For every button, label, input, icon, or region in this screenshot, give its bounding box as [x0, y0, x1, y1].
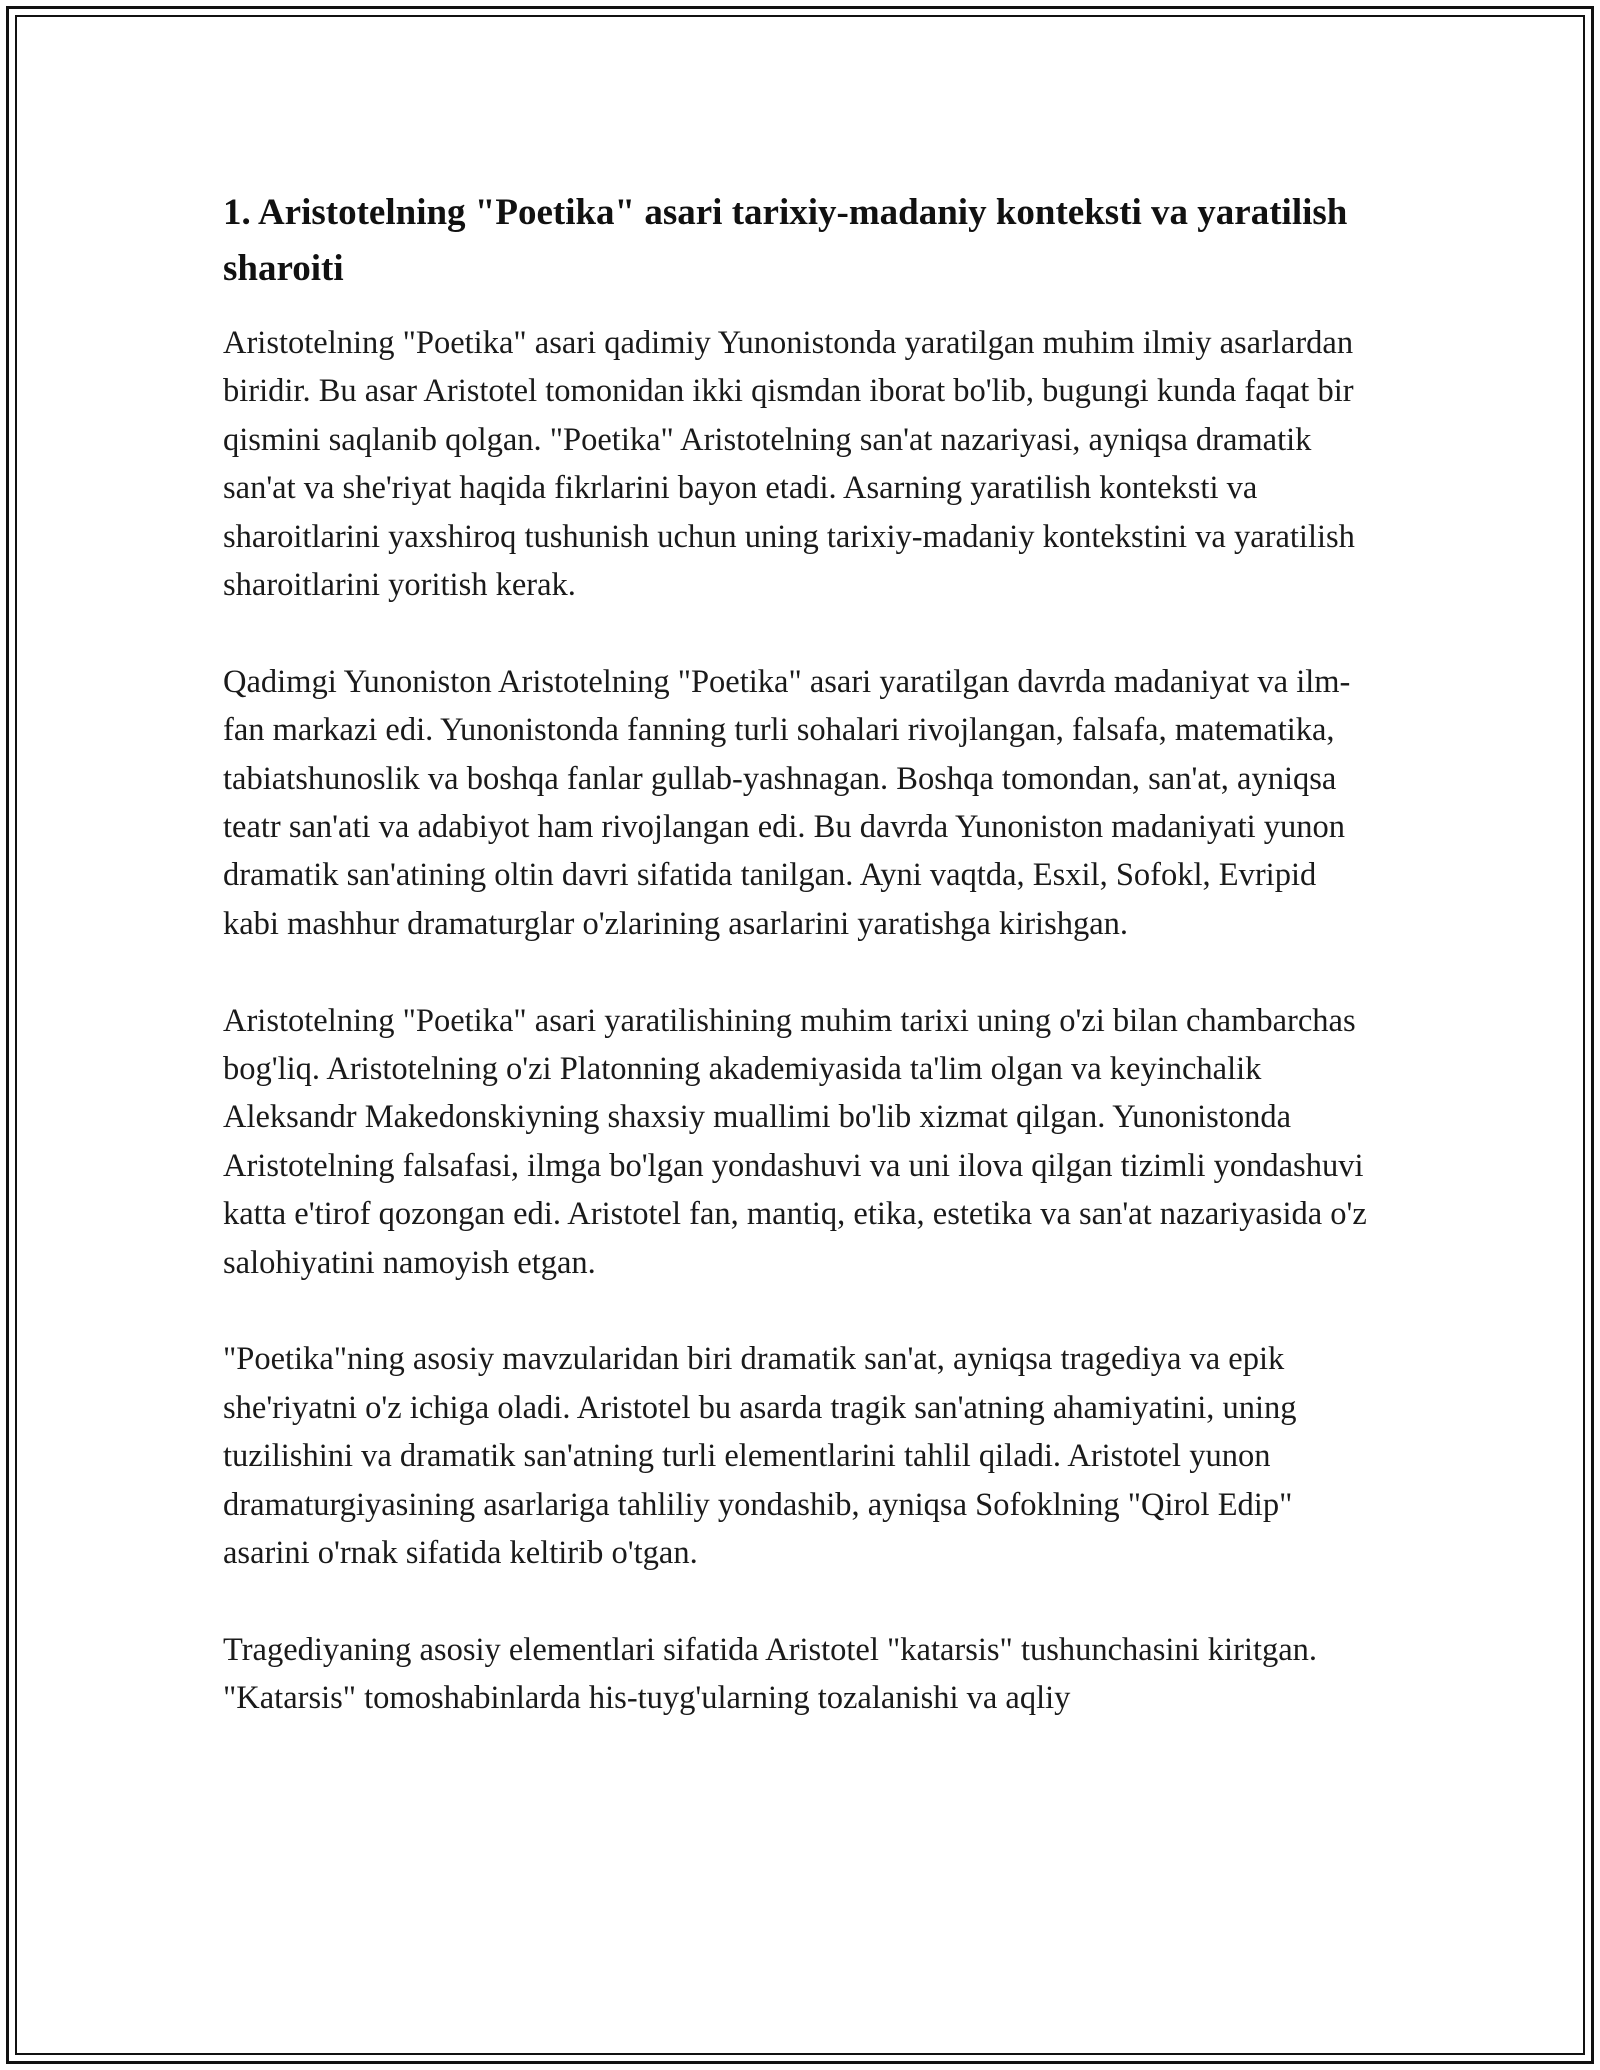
- paragraph-1: Aristotelning "Poetika" asari qadimiy Yunonistonda yaratilgan muhim ilmiy asarlardan biridir. Bu asar Aristotel tomonidan ikki qismdan iborat bo'lib, bugungi kunda faqat bir qismini saqlanib qolgan. "Poetika" Aristotelning san'at nazariyasi, ayniqsa dramatik san'at va she'riyat haqida fikrlarini bayon etadi. Asarning yaratilish konteksti va sharoitlarini yaxshiroq tushunish uchun uning tarixiy-madaniy kontekstini va yaratilish sharoitlarini yoritish kerak.: [223, 325, 1355, 604]
- section-heading: 1. Aristotelning "Poetika" asari tarixiy-madaniy konteksti va yaratilish sharoiti: [223, 192, 1348, 289]
- paragraph-2: Qadimgi Yunoniston Aristotelning "Poetika" asari yaratilgan davrda madaniyat va ilm-fan markazi edi. Yunonistonda fanning turli sohalari rivojlangan, falsafa, matematika, tabiatshunoslik va boshqa fanlar gullab-yashnagan. Boshqa tomondan, san'at, ayniqsa teatr san'ati va adabiyot ham rivojlangan edi. Bu davrda Yunoniston madaniyati yunon dramatik san'atining oltin davri sifatida tanilgan. Ayni vaqtda, Esxil, Sofokl, Evripid kabi mashhur dramaturglar o'zlarining asarlarini yaratishga kirishgan.: [223, 663, 1351, 942]
- paragraph-4: "Poetika"ning asosiy mavzularidan biri dramatik san'at, ayniqsa tragediya va epik she'riyatni o'z ichiga oladi. Aristotel bu asarda tragik san'atning ahamiyatini, uning tuzilishini va dramatik san'atning turli elementlarini tahlil qiladi. Aristotel yunon dramaturgiyasining asarlariga tahliliy yondashib, ayniqsa Sofoklning "Qirol Edip" asarini o'rnak sifatida keltirib o'tgan.: [223, 1341, 1297, 1572]
- paragraph-5: Tragediyaning asosiy elementlari sifatida Aristotel "katarsis" tushunchasini kiritgan. "Katarsis" tomoshabinlarda his-tuyg'ularning tozalanishi va aqliy: [223, 1631, 1318, 1717]
- paragraph-3: Aristotelning "Poetika" asari yaratilishining muhim tarixi uning o'zi bilan chambarchas bog'liq. Aristotelning o'zi Platonning akademiyasida ta'lim olgan va keyinchalik Aleksandr Makedonskiyning shaxsiy muallimi bo'lib xizmat qilgan. Yunonistonda Aristotelning falsafasi, ilmga bo'lgan yondashuvi va uni ilova qilgan tizimli yondashuvi katta e'tirof qozongan edi. Aristotel fan, mantiq, etika, estetika va san'at nazariyasida o'z salohiyatini namoyish etgan.: [223, 1002, 1367, 1281]
- document-body: [223, 185, 1373, 1723]
